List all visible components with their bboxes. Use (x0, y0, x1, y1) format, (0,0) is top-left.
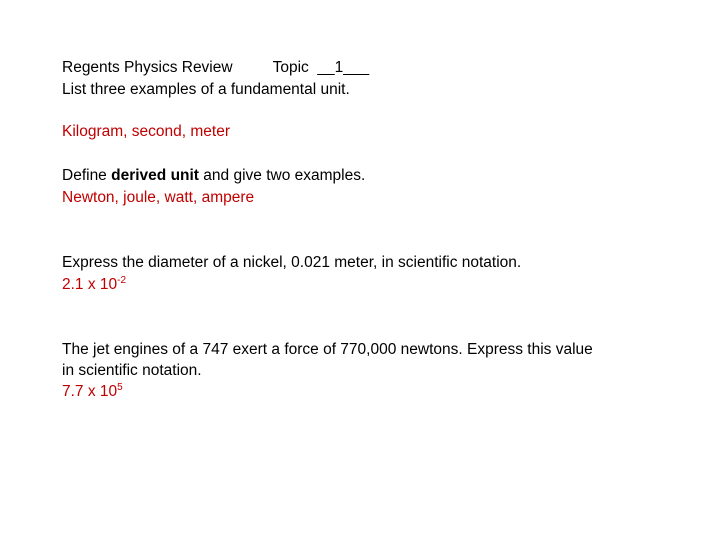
header-line (62, 58, 369, 78)
topic-label: Topic (272, 59, 309, 76)
question-4-line-2: in scientific notation. (62, 362, 202, 379)
question-3: Express the diameter of a nickel, 0.021 meter, in scientific notation. (62, 254, 522, 271)
question-4-line-1: The jet engines of a 747 exert a force of 770,000 newtons. Express this value (62, 341, 593, 358)
answer-4-base: 7.7 x 10 (62, 383, 118, 400)
document-title: Regents Physics Review (62, 59, 233, 76)
answer-4 (62, 382, 123, 402)
question-2 (62, 166, 365, 186)
answer-3-base: 2.1 x 10 (62, 276, 118, 293)
question-2-post: and give two examples. (198, 167, 366, 184)
answer-3-exponent: -2 (117, 275, 127, 286)
answer-2: Newton, joule, watt, ampere (62, 189, 255, 206)
question-2-bold: derived unit (111, 167, 199, 184)
question-2-pre: Define (62, 167, 112, 184)
answer-4-exponent: 5 (117, 382, 123, 393)
answer-3 (62, 275, 126, 295)
answer-1: Kilogram, second, meter (62, 123, 230, 140)
topic-value: __1___ (317, 59, 370, 76)
question-1: List three examples of a fundamental unit. (62, 81, 350, 98)
